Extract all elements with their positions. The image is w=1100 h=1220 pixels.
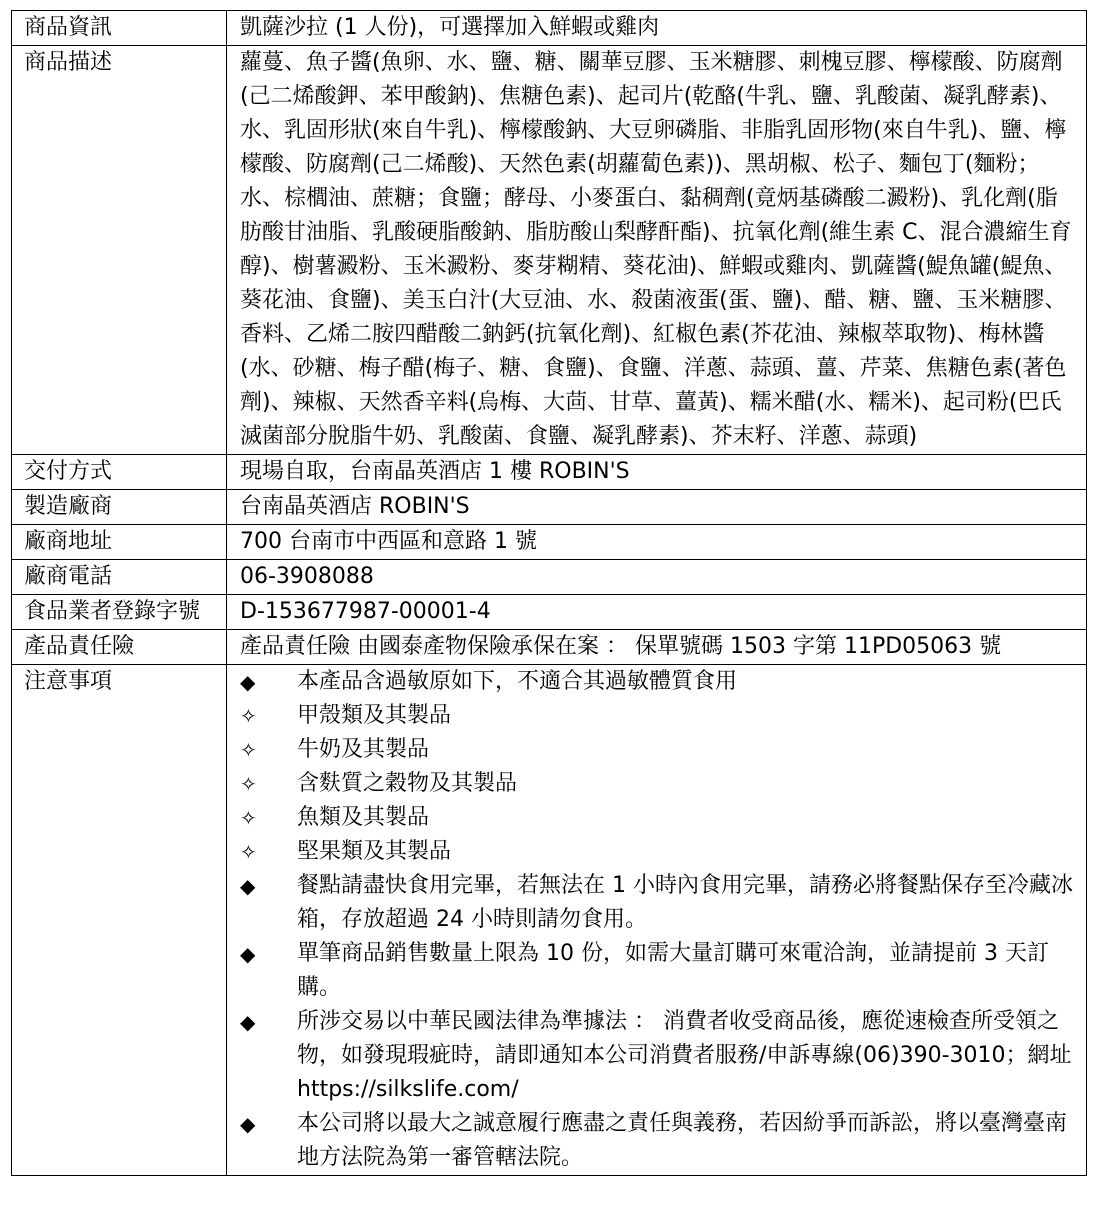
- label-product-info: 商品資訊: [12, 11, 227, 46]
- value-product-description: 蘿蔓、魚子醬(魚卵、水、鹽、糖、關華豆膠、玉米糖膠、刺槐豆膠、檸檬酸、防腐劑(己二烯酸鉀、苯甲酸鈉)、焦糖色素)、起司片(乾酪(牛乳、鹽、乳酸菌、凝乳酵素)、水、乳固形狀(來自牛乳)、檸檬酸鈉、大豆卵磷脂、非脂乳固形物(來自牛乳)、鹽、檸檬酸、防腐劑(己二烯酸)、天然色素(胡蘿蔔色素))、黑胡椒、松子、麵包丁(麵粉；水、棕櫚油、蔗糖；食鹽；酵母、小麥蛋白、黏稠劑(竟炳基磷酸二澱粉)、乳化劑(脂肪酸甘油脂、乳酸硬脂酸鈉、脂肪酸山梨酵酐酯)、抗氧化劑(維生素 C、混合濃縮生育醇)、樹薯澱粉、玉米澱粉、麥芽糊精、葵花油)、鮮蝦或雞肉、凱薩醬(鯷魚罐(鯷魚、葵花油、食鹽)、美玉白汁(大豆油、水、殺菌液蛋(蛋、鹽)、醋、糖、鹽、玉米糖膠、香料、乙烯二胺四醋酸二鈉鈣(抗氧化劑)、紅椒色素(芥花油、辣椒萃取物)、梅林醬(水、砂糖、梅子醋(梅子、糖、食鹽)、食鹽、洋蔥、蒜頭、薑、芹菜、焦糖色素(著色劑)、辣椒、天然香辛料(烏梅、大茴、甘草、薑黃)、糯米醋(水、糯米)、起司粉(巴氏滅菌部分脫脂牛奶、乳酸菌、食鹽、凝乳酵素)、芥末籽、洋蔥、蒜頭): [227, 46, 1087, 455]
- row-registration: [12, 595, 1087, 630]
- notes-list-item: [240, 937, 1076, 1005]
- notes-list-item: [240, 1005, 1076, 1107]
- notes-item-text: 含麩質之穀物及其製品: [297, 771, 518, 796]
- label-address: 廠商地址: [12, 525, 227, 560]
- notes-list-item: [240, 733, 1076, 767]
- diamond-bullet-icon: ◆: [240, 1010, 256, 1034]
- sparkle-bullet-icon: ✧: [240, 704, 257, 728]
- notes-list: [240, 665, 1076, 1175]
- diamond-bullet-icon: ◆: [240, 942, 256, 966]
- label-insurance: 產品責任險: [12, 630, 227, 665]
- value-insurance: 產品責任險 由國泰產物保險承保在案 ： 保單號碼 1503 字第 11PD05063 號: [227, 630, 1087, 665]
- sparkle-bullet-icon: ✧: [240, 738, 257, 762]
- value-notes: [227, 665, 1087, 1176]
- label-registration: 食品業者登錄字號: [12, 595, 227, 630]
- product-info-table: [11, 10, 1087, 1176]
- diamond-bullet-icon: ◆: [240, 670, 256, 694]
- value-product-info: 凱薩沙拉 (1 人份)，可選擇加入鮮蝦或雞肉: [227, 11, 1087, 46]
- notes-item-text: 堅果類及其製品: [297, 839, 452, 864]
- row-insurance: [12, 630, 1087, 665]
- row-product-description: [12, 46, 1087, 455]
- value-address: 700 台南市中西區和意路 1 號: [227, 525, 1087, 560]
- row-phone: [12, 560, 1087, 595]
- row-address: [12, 525, 1087, 560]
- diamond-bullet-icon: ◆: [240, 874, 256, 898]
- row-manufacturer: [12, 490, 1087, 525]
- notes-item-text: 魚類及其製品: [297, 805, 430, 830]
- label-manufacturer: 製造廠商: [12, 490, 227, 525]
- value-manufacturer: 台南晶英酒店 ROBIN'S: [227, 490, 1087, 525]
- value-registration: D-153677987-00001-4: [227, 595, 1087, 630]
- notes-item-text: 餐點請盡快食用完畢，若無法在 1 小時內食用完畢，請務必將餐點保存至冷藏冰箱，存放超過 24 小時則請勿食用。: [297, 873, 1073, 932]
- label-product-description: 商品描述: [12, 46, 227, 455]
- sparkle-bullet-icon: ✧: [240, 806, 257, 830]
- row-delivery: [12, 455, 1087, 490]
- notes-list-item: [240, 665, 1076, 699]
- value-delivery: 現場自取，台南晶英酒店 1 樓 ROBIN'S: [227, 455, 1087, 490]
- notes-list-item: [240, 699, 1076, 733]
- notes-item-text: 單筆商品銷售數量上限為 10 份，如需大量訂購可來電洽詢，並請提前 3 天訂購。: [297, 941, 1049, 1000]
- notes-list-item: [240, 835, 1076, 869]
- label-phone: 廠商電話: [12, 560, 227, 595]
- notes-item-text: 甲殼類及其製品: [297, 703, 452, 728]
- row-product-info: [12, 11, 1087, 46]
- sparkle-bullet-icon: ✧: [240, 772, 257, 796]
- value-phone: 06-3908088: [227, 560, 1087, 595]
- row-notes: [12, 665, 1087, 1176]
- notes-list-item: [240, 767, 1076, 801]
- label-delivery: 交付方式: [12, 455, 227, 490]
- notes-item-text: 本產品含過敏原如下，不適合其過敏體質食用: [297, 669, 738, 694]
- sparkle-bullet-icon: ✧: [240, 840, 257, 864]
- label-notes: 注意事項: [12, 665, 227, 1176]
- diamond-bullet-icon: ◆: [240, 1112, 256, 1136]
- notes-item-text: 本公司將以最大之誠意履行應盡之責任與義務，若因紛爭而訴訟，將以臺灣臺南地方法院為第一審管轄法院。: [297, 1111, 1068, 1170]
- notes-list-item: [240, 869, 1076, 937]
- notes-item-text: 所涉交易以中華民國法律為準據法 ： 消費者收受商品後，應從速檢查所受領之物，如發現瑕疵時，請即通知本公司消費者服務/申訴專線(06)390-3010；網址 https://silkslife.com/: [297, 1009, 1072, 1102]
- notes-list-item: [240, 1107, 1076, 1175]
- notes-item-text: 牛奶及其製品: [297, 737, 430, 762]
- notes-list-item: [240, 801, 1076, 835]
- product-info-document: [11, 10, 1087, 1176]
